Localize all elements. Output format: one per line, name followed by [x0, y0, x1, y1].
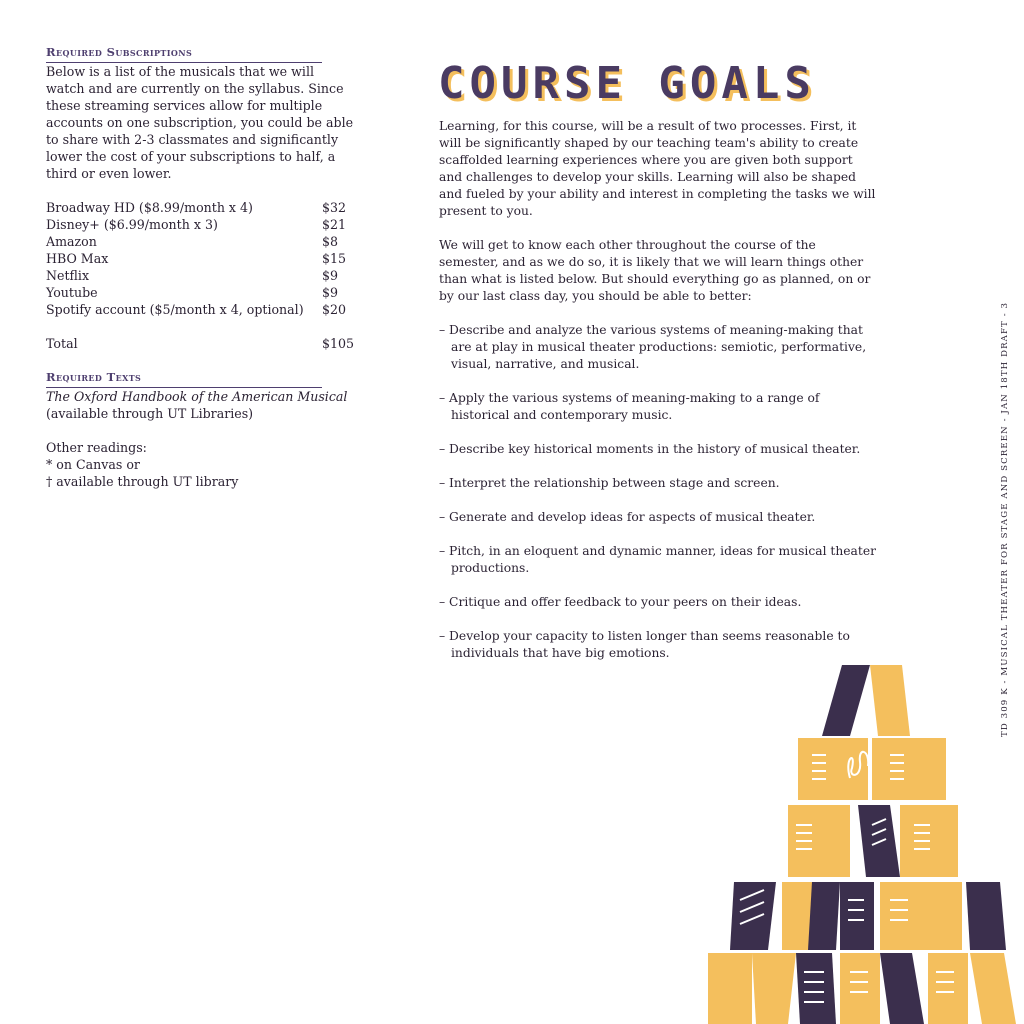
left-column — [46, 44, 356, 490]
goal-item: – Interpret the relationship between stage and screen. — [439, 476, 780, 490]
subscriptions-heading: Required Subscriptions — [46, 44, 322, 63]
subscription-row: Broadway HD ($8.99/month x 4) $32 — [46, 200, 347, 215]
course-goals-title: COURSE GOALS — [438, 58, 816, 109]
course-goals-body — [439, 118, 879, 679]
decorative-pyramid-illustration — [700, 660, 1024, 1024]
subscription-row: Disney+ ($6.99/month x 3) $21 — [46, 217, 347, 232]
subscription-row: Spotify account ($5/month x 4, optional) $20 — [46, 302, 347, 317]
subscription-total: Total $105 — [46, 336, 355, 351]
goals-paragraph: We will get to know each other throughout the course of the semester, and as we do so, it is likely that we will learn things other than what is listed below. But should everything go as planned, on or by our last class day, you should be able to better: — [439, 238, 871, 303]
subscription-list — [46, 199, 356, 318]
subscription-row: Youtube $9 — [46, 285, 339, 300]
subscriptions-intro: Below is a list of the musicals that we will watch and are currently on the syllabus. Since these streaming services allow for multiple accounts on one subscription, you could be able to share with 2-3 classmates and significantly lower the cost of your subscriptions to half, a third or even lower. — [46, 64, 354, 181]
side-running-header: TD 309 K - MUSICAL THEATER FOR STAGE AND SCREEN - JAN 18TH DRAFT - 3 — [1000, 301, 1010, 737]
required-book: The Oxford Handbook of the American Musical — [46, 389, 348, 404]
subscription-row: Netflix $9 — [46, 268, 339, 283]
goal-item: – Develop your capacity to listen longer than seems reasonable to individuals that have big emotions. — [439, 629, 850, 660]
goal-item: – Describe and analyze the various systems of meaning-making that are at play in musical theater productions: semiotic, performative, visual, narrative, and musical. — [439, 323, 867, 371]
goal-item: – Critique and offer feedback to your peers on their ideas. — [439, 595, 802, 609]
canvas-note: * on Canvas or — [46, 457, 140, 472]
goal-item: – Describe key historical moments in the history of musical theater. — [439, 442, 861, 456]
subscription-row: HBO Max $15 — [46, 251, 347, 266]
goals-paragraph: Learning, for this course, will be a result of two processes. First, it will be significantly shaped by our teaching team's ability to create scaffolded learning experiences where you are given both support and challenges to develop your skills. Learning will also be shaped and fueled by your ability and interest in completing the tasks we will present to you. — [439, 119, 876, 218]
goal-item: – Generate and develop ideas for aspects of musical theater. — [439, 510, 816, 524]
library-note: † available through UT library — [46, 474, 239, 489]
other-readings-label: Other readings: — [46, 440, 147, 455]
texts-heading: Required Texts — [46, 369, 322, 388]
goal-item: – Apply the various systems of meaning-making to a range of historical and contemporary music. — [439, 391, 820, 422]
subscription-row: Amazon $8 — [46, 234, 339, 249]
goal-item: – Pitch, in an eloquent and dynamic manner, ideas for musical theater productions. — [439, 544, 876, 575]
book-availability: (available through UT Libraries) — [46, 406, 254, 421]
